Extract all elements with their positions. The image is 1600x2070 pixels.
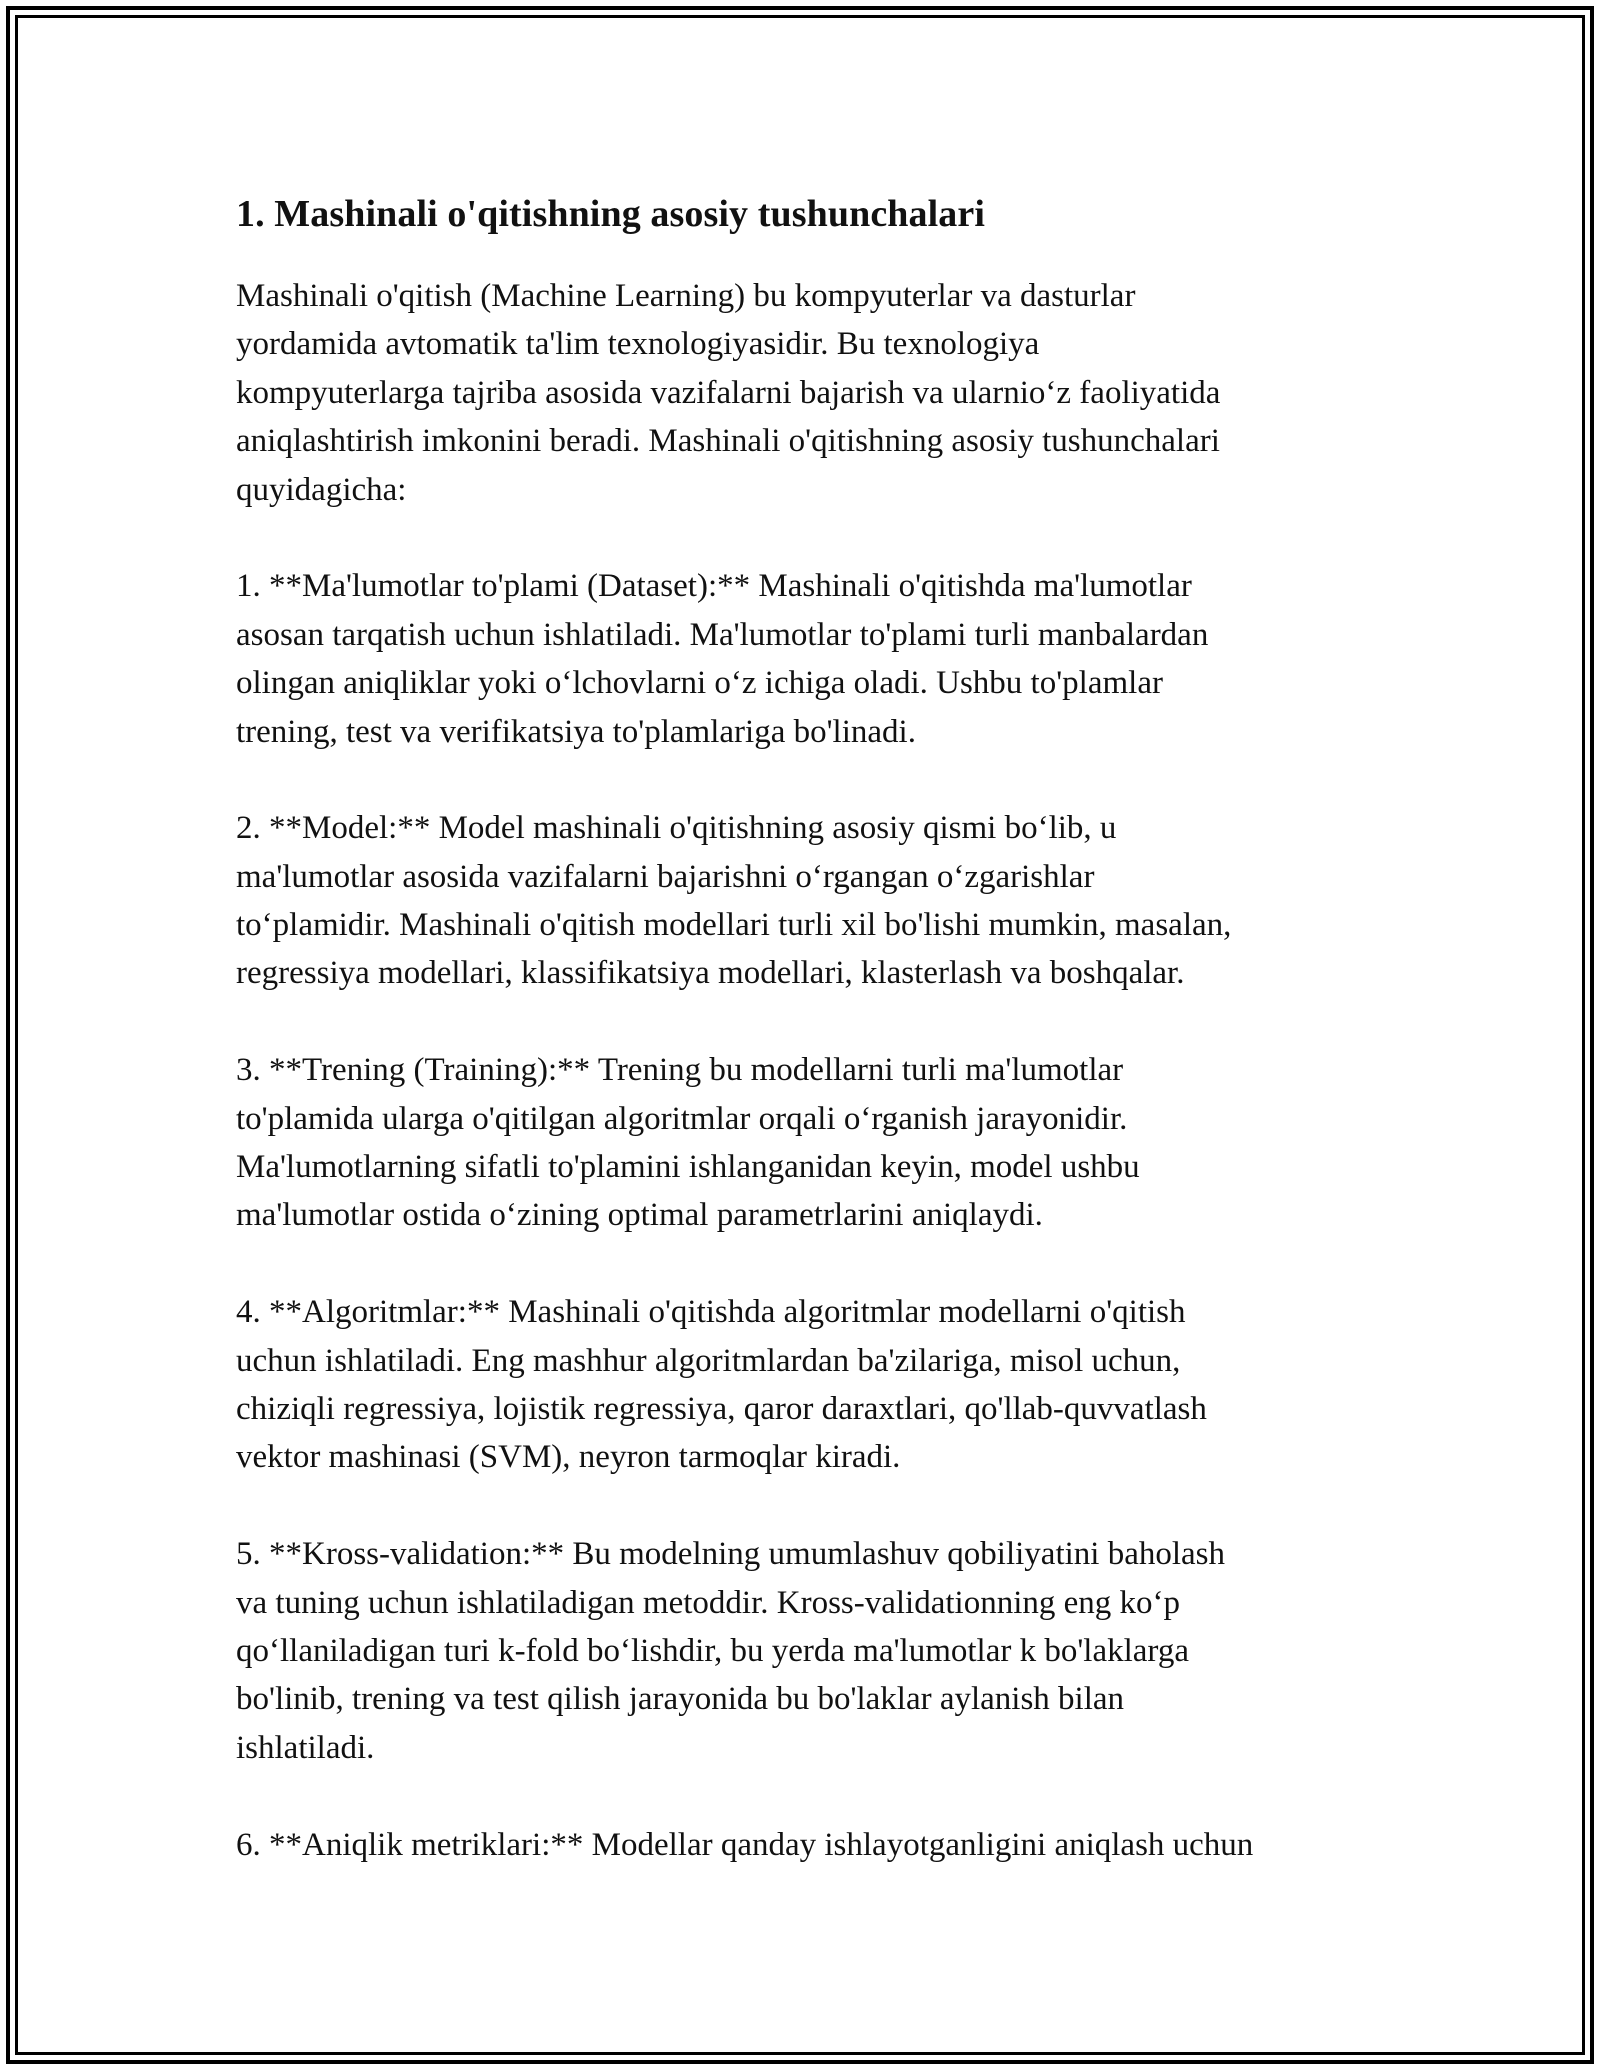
text-line: chiziqli regressiya, lojistik regressiya, qaror daraxtlari, qo'llab-quvvatlash: [236, 1390, 1207, 1427]
text-line: olingan aniqliklar yoki o‘lchovlarni o‘z ichiga oladi. Ushbu to'plamlar: [236, 665, 1163, 702]
text-line: asosan tarqatish uchun ishlatiladi. Ma'lumotlar to'plami turli manbalardan: [236, 616, 1209, 653]
text-line: Mashinali o'qitish (Machine Learning) bu kompyuterlar va dasturlar: [236, 278, 1136, 314]
list-item-cross-validation: [236, 1530, 1386, 1772]
list-item-algorithms: [236, 1288, 1386, 1482]
text-line: ma'lumotlar ostida o‘zining optimal parametrlarini aniqlaydi.: [236, 1197, 1043, 1234]
list-item-model: [236, 804, 1386, 998]
text-line: trening, test va verifikatsiya to'plamlariga bo'linadi.: [236, 713, 916, 750]
list-item-training: [236, 1046, 1386, 1240]
text-line: vektor mashinasi (SVM), neyron tarmoqlar kiradi.: [236, 1439, 901, 1476]
text-line: bo'linib, trening va test qilish jarayonida bu bo'laklar aylanish bilan: [236, 1681, 1125, 1718]
text-line: va tuning uchun ishlatiladigan metoddir. Kross-validationning eng ko‘p: [236, 1584, 1181, 1621]
text-line: 2. **Model:** Model mashinali o'qitishning asosiy qismi bo‘lib, u: [236, 810, 1117, 847]
document-content: [236, 186, 1386, 1869]
text-line: 6. **Aniqlik metriklari:** Modellar qanday ishlayotganligini aniqlash uchun: [236, 1826, 1254, 1863]
text-line: 3. **Trening (Training):** Trening bu modellarni turli ma'lumotlar: [236, 1052, 1124, 1089]
text-line: 1. **Ma'lumotlar to'plami (Dataset):** Mashinali o'qitishda ma'lumotlar: [236, 568, 1192, 605]
text-line: regressiya modellari, klassifikatsiya modellari, klasterlash va boshqalar.: [236, 955, 1185, 992]
text-line: uchun ishlatiladi. Eng mashhur algoritmlardan ba'zilariga, misol uchun,: [236, 1342, 1181, 1379]
text-line: aniqlashtirish imkonini beradi. Mashinali o'qitishning asosiy tushunchalari: [236, 423, 1220, 460]
text-line: kompyuterlarga tajriba asosida vazifalarni bajarish va ularnio‘z faoliyatida: [236, 374, 1221, 411]
section-heading: 1. Mashinali o'qitishning asosiy tushunchalari: [236, 193, 985, 235]
text-line: to‘plamidir. Mashinali o'qitish modellari turli xil bo'lishi mumkin, masalan,: [236, 907, 1232, 944]
paragraph-gap: [236, 1240, 1386, 1288]
list-item-accuracy-metrics: [236, 1821, 1386, 1869]
text-line: 4. **Algoritmlar:** Mashinali o'qitishda algoritmlar modellarni o'qitish: [236, 1294, 1186, 1331]
paragraph-gap: [236, 998, 1386, 1046]
text-line: to'plamida ularga o'qitilgan algoritmlar orqali o‘rganish jarayonidir.: [236, 1100, 1128, 1137]
paragraph-gap: [236, 1482, 1386, 1530]
text-line: Ma'lumotlarning sifatli to'plamini ishlanganidan keyin, model ushbu: [236, 1149, 1140, 1186]
paragraph-gap: [236, 756, 1386, 804]
text-line: yordamida avtomatik ta'lim texnologiyasidir. Bu texnologiya: [236, 326, 1040, 363]
paragraph-gap: [236, 514, 1386, 562]
text-line: qo‘llaniladigan turi k-fold bo‘lishdir, bu yerda ma'lumotlar k bo'laklarga: [236, 1632, 1189, 1669]
text-line: ma'lumotlar asosida vazifalarni bajarishni o‘rgangan o‘zgarishlar: [236, 858, 1095, 895]
list-item-dataset: [236, 562, 1386, 756]
intro-paragraph: [236, 272, 1386, 514]
text-line: quyidagicha:: [236, 471, 407, 508]
text-line: 5. **Kross-validation:** Bu modelning umumlashuv qobiliyatini baholash: [236, 1536, 1226, 1573]
paragraph-gap: [236, 1772, 1386, 1820]
text-line: ishlatiladi.: [236, 1729, 375, 1766]
